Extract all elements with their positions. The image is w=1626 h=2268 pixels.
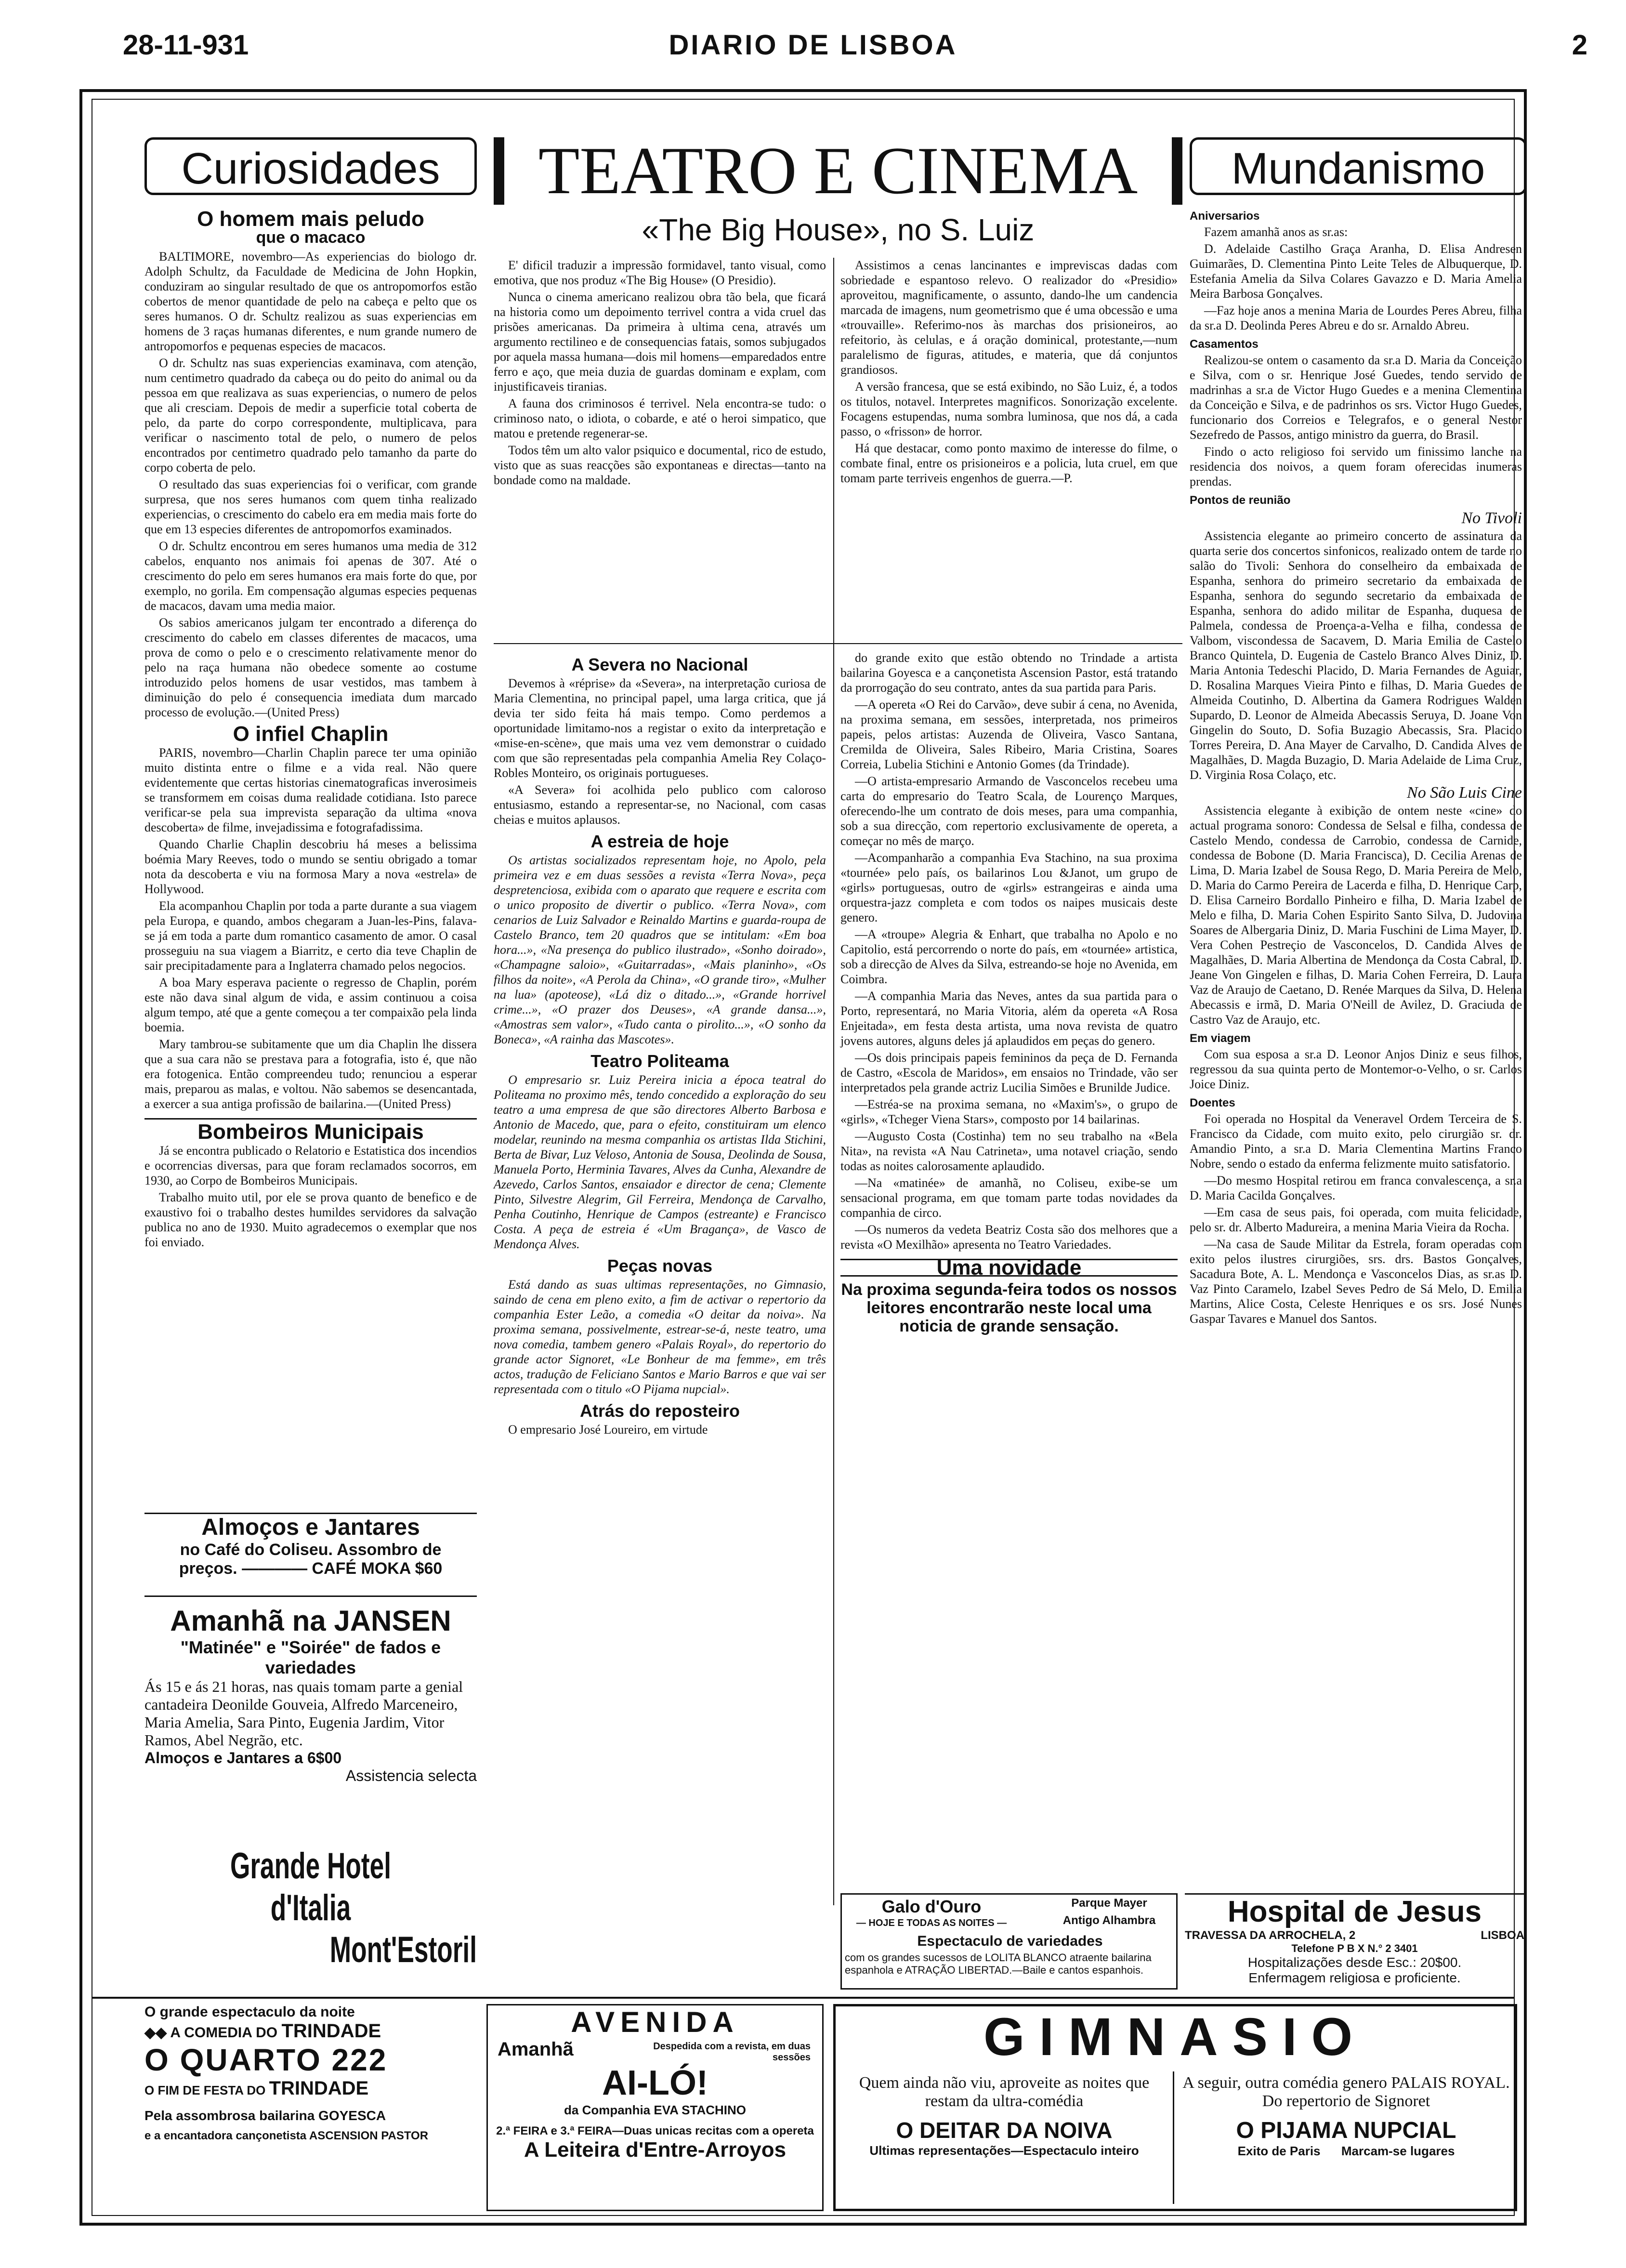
article-paragraph: A fauna dos criminosos é terrivel. Nela encontra-se tudo: o criminoso nato, o idiota, o cobarde, e até o heroi simpatico, que matou e pretende regenerar-se.: [494, 396, 826, 440]
left-column: [144, 205, 477, 1252]
article-paragraph: Quando Charlie Chaplin descobriu há meses a belissima boémia Mary Reeves, todo o mundo se sentiu obrigado a tomar nota da descoberta e viu na formosa Mary a nova «estrela» de Hollywood.: [144, 837, 477, 896]
section-subhead: Aniversarios: [1190, 210, 1260, 223]
article-paragraph: —Na «matinée» de amanhã, no Coliseu, exibe-se um sensacional programa, em que tomam parte todas novidades da companhia de circo.: [840, 1176, 1178, 1220]
ad-line: preços. ———— CAFÉ MOKA $60: [179, 1559, 443, 1578]
article-paragraph: Findo o acto religioso foi servido um finissimo lanche na residencia dos noivos, a quem foram oferecidas inumeras prendas.: [1190, 445, 1522, 488]
article-paragraph: do grande exito que estão obtendo no Trindade a artista bailarina Goyesca e a cançonetista Ascension Pastor, está tratando da prorrogação do seu contrato, antes da sua partida para Paris.: [840, 651, 1178, 695]
rule: [494, 643, 1182, 644]
article-paragraph: —Na casa de Saude Militar da Estrela, foram operadas com exito pelos ilustres cirurgiões, srs. drs. Bastos Gonçalves, Sacadura Bote, A. L. Mendonça e Vasconcelos Dias, as sr.as D. Vaz Pinto Caramelo, Izabel Seves Pedro de Sá Melo, D. Emilia Martins, Alice Costa, Celeste Henriques e os srs. José Nunes Gaspar Tavares e Manuel dos Santos.: [1190, 1237, 1522, 1326]
ad-jansen: [144, 1604, 477, 1835]
ad-line: Pela assombrosa bailarina GOYESCA: [144, 2108, 386, 2123]
ad-line: Hospital de Jesus: [1227, 1895, 1482, 1928]
article-title: Uma novidade: [840, 1259, 1178, 1277]
ad-line: Assistencia selecta: [345, 1767, 477, 1784]
section-curiosidades: Curiosidades: [144, 137, 477, 195]
ad-line: Enfermagem religiosa e proficiente.: [1248, 1970, 1461, 1985]
article-paragraph: Há que destacar, como ponto maximo de interesse do filme, o combate final, entre os prisioneiros e a policia, luta cruel, em que tomam parte terriveis engenhos de guerra.—P.: [840, 441, 1178, 485]
page-number: 2: [1572, 29, 1587, 61]
article-paragraph: Assistencia elegante à exibição de ontem neste «cine» do actual programa sonoro: Condessa de Selsal e filha, condessa de Castelo Mendo, condessa de Carrobio, condessa de Carnide, condessa de Bobone (D. Maria Francisca), D. Cecilia Arenas de Lima, D. Maria Izabel de Sousa Rego, D. Maria Pereira de Melo, D. Maria do Carmo Pereira de Lacerda e filha, D. Henrique Carp, D. Elisa Carneiro Bordallo Pinheiro e filha, D. Maria Izabel de Melo e filha, D. Maria Cohen Espirito Santo Silva, D. Judovina Soares de Albergaria Diniz, D. Maria Fuschini de Lima Mayer, D. Vera Cohen Pestreçio de Vasconcelos, D. Candida Alves de Magalhães, D. Maria Albertina de Mendonça da Costa Cabral, D. Jeane Von Gingelen e filhas, D. Maria Cohen Ferreira, D. Laura Vaz de Araujo de Caetano, D. Renée Marques da Silva, D. Helena Abecassis e irmã, D. Maria O'Neill de Avilez, D. Graciuda de Castro Vaz de Araujo, etc.: [1190, 804, 1522, 1027]
venue-heading: No São Luis Cine: [1407, 784, 1522, 802]
article-paragraph: O empresario José Loureiro, em virtude: [508, 1423, 708, 1437]
article-paragraph: —Do mesmo Hospital retirou em franca convalescença, a sr.a D. Maria Cacilda Gonçalves.: [1190, 1174, 1522, 1202]
column-divider: [833, 258, 834, 1905]
ad-line: O FIM DE FESTA DO: [144, 2083, 266, 2097]
page-header: [96, 29, 1587, 63]
ad-line: TRINDADE: [269, 2078, 369, 2099]
article-paragraph: A versão francesa, que se está exibindo, no São Luiz, é, a todos os titulos, notavel. Interpretes magnificos. Sonorização excelente. Focagens estupendas, numa sombra luminosa, que nos dá, a cada passo, o «frisson» de horror.: [840, 380, 1178, 438]
article-paragraph: —A «troupe» Alegria & Enhart, que trabalha no Apolo e no Capitolio, está percorrendo o norte do país, em «tournée» artistica, sob a direcção de Alves da Silva, estreando-se hoje no Avenida, em Coimbra.: [840, 927, 1178, 986]
notice-text: Na proxima segunda-feira todos os nossos leitores encontrarão neste local uma noticia de grande sensação.: [841, 1280, 1177, 1335]
section-mundanismo: Mundanismo: [1190, 137, 1527, 195]
article-paragraph: —Faz hoje anos a menina Maria de Lourdes Peres Abreu, filha da sr.a D. Deolinda Peres Abreu e do sr. Arnaldo Abreu.: [1190, 303, 1522, 332]
section-subhead: Pontos de reunião: [1190, 494, 1291, 507]
ad-line: Amanhã: [498, 2039, 574, 2060]
ad-line: LISBOA: [1481, 1929, 1524, 1942]
article-title: Bombeiros Municipais: [144, 1118, 477, 1139]
ad-galo-douro: [840, 1893, 1178, 1990]
article-paragraph: O empresario sr. Luiz Pereira inicia a época teatral do Politeama no proximo mês, tendo concedido a exploração do seu teatro a uma empresa de que são directores Alberto Barbosa e Antonio de Macedo, que, para o efeito, constituiram um elenco modelar, reunindo na mesma companhia os artistas Ilda Stichini, Berta de Bivar, Luz Veloso, Antonia de Sousa, Deolinda de Sousa, Manuela Porto, Herminia Tavares, Alves da Cunha, Alexandre de Azevedo, Carlos Santos, ensaiador e director de cena; Clemente Pinto, Silvestre Alegrim, Gil Ferreira, Mendonça de Carvalho, Penha Coutinho, Henrique de Campos (estreante) e Francisco Costa. A peça de estreia é «Um Bragança», de Vasco de Mendonça Alves.: [494, 1073, 826, 1251]
article-paragraph: Nunca o cinema americano realizou obra tão bela, que ficará na historia como um depoimento terrivel contra a vida cruel das prisões americanas. Da primeira à ultima cena, através um argumento rectilineo e de consequencias fatais, somos subjugados por aquela massa humana—dois mil homens—emparedados entre ferro e aço, que meia duzia de guardas dominam e explam, com injustificaveis tiranias.: [494, 290, 826, 394]
ad-line: da Companhia EVA STACHINO: [564, 2103, 746, 2117]
ad-line: Espectaculo de variedades: [917, 1933, 1103, 1949]
ad-line: GIMNASIO: [983, 2007, 1367, 2067]
article-paragraph: Ela acompanhou Chaplin por toda a parte durante a sua viagem pela Europa, e quando, ambos chegaram a Juan-les-Pins, falava-se já em toda a parte dum romantico casamento de amor. O casal prosseguiu na sua viagem a Biarritz, e certo dia teve Chaplin de sair precipitadamente para a Inglaterra chamado pelos negocios.: [144, 899, 477, 973]
article-paragraph: O dr. Schultz nas suas experiencias examinava, com atenção, num centimetro quadrado da cabeça ou do peito do animal ou da pessoa em que realizava as suas experiencias, o numero de pelos que ali cresciam. Depois de medir a superficie total coberta de pelo, da parte do corpo correspondente, multiplicava, para verificar o nascimento total de pelo, o numero de pelos encontrados por centimetro quadrado pelo tamanho da parte do corpo coberta de pelo.: [144, 356, 477, 475]
article-title: «The Big House», no S. Luiz: [642, 212, 1035, 247]
ad-line: AVENIDA: [571, 2006, 739, 2038]
article-paragraph: —Augusto Costa (Costinha) tem no seu trabalho na «Bela Nita», na revista «A Nau Catrineta», uma notavel criação, sendo todas as noites calorosamente aplaudido.: [840, 1129, 1178, 1173]
newspaper-name: DIARIO DE LISBOA: [669, 29, 957, 61]
ad-trindade: [144, 2004, 477, 2211]
ad-line: O DEITAR DA NOIVA: [896, 2118, 1113, 2143]
article-paragraph: —Acompanharão a companhia Eva Stachino, na sua proxima «tournée» pelo país, os bailarinos Lou &Janot, um grupo de «girls» portuguesas, outro de «girls» estrangeiras e ainda uma orquestra-jazz completa e com todos os naipes musicais deste genero.: [840, 851, 1178, 924]
ad-line: Grande Hotel d'Italia: [230, 1846, 392, 1928]
ad-line: com os grandes sucessos de LOLITA BLANCO atraente bailarina espanhola e ATRAÇÃO LIBERTAD.—Baile e cantos espanhois.: [845, 1952, 1152, 1976]
ad-line: TRAVESSA DA ARROCHELA, 2: [1185, 1929, 1356, 1942]
ad-line: Exito de Paris: [1237, 2144, 1321, 2158]
section-subhead: Em viagem: [1190, 1032, 1251, 1045]
ad-line: Ás 15 e ás 21 horas, nas quais tomam parte a genial cantadeira Deonilde Gouveia, Alfredo Marceneiro, Maria Amelia, Sara Pinto, Eugenia Jardim, Vitor Ramos, Abel Negrão, etc.: [144, 1678, 463, 1749]
ad-line: Almoços e Jantares a 6$00: [144, 1749, 342, 1767]
center-right-column: [840, 258, 1178, 488]
article-paragraph: PARIS, novembro—Charlin Chaplin parece ter uma opinião muito distinta entre o filme e a vida real. Não quere evidentemente que certas historias cinematograficas inverosimeis se transformem em coisas duma realidade cotidiana. Isto parece verificar-se pela sua imprevista separação da ultima «nova descoberta» de filme, invejadissima e fotografadissima.: [144, 746, 477, 834]
article-paragraph: Fazem amanhã anos as sr.as:: [1204, 225, 1348, 239]
article-paragraph: D. Adelaide Castilho Graça Aranha, D. Elisa Andresen Guimarães, D. Clementina Pinto Leite Teles de Albuquerque, D. Estefania Amelia da Silva Colares Gavazzo e D. Maria Amelia Meira Barbosa Gonçalves.: [1190, 242, 1522, 301]
article-title: Atrás do reposteiro: [579, 1401, 740, 1421]
article-paragraph: Os sabios americanos julgam ter encontrado a diferença do crescimento do cabelo em classes diferentes de macacos, uma prova de como o pelo e o crescimento relativamente menor do pelo na raça humana não obedece somente ao costume introduzido pelos homens de usar vestidos, mas tambem à diminuição do pelo é consequencia imediata dum marcado processo de evolução.—(United Press): [144, 616, 477, 719]
ad-line: Antigo Alhambra: [1062, 1914, 1156, 1927]
article-paragraph: Foi operada no Hospital da Veneravel Ordem Terceira de S. Francisco da Cidade, com muito exito, pelo cirurgião sr. dr. Amandio Pinto, a sr.a D. Maria Clementina Martins Franco Nobre, sendo o estado da enferma felizmente muito satisfatorio.: [1190, 1112, 1522, 1171]
venue-heading: No Tivoli: [1461, 509, 1522, 527]
article-title: O homem mais peludo: [197, 207, 424, 231]
ad-line: TRINDADE: [281, 2020, 381, 2042]
ad-line: ◆◆ A COMEDIA DO: [144, 2025, 278, 2041]
ad-avenida: [486, 2004, 824, 2211]
section-subhead: Casamentos: [1190, 338, 1259, 351]
ad-line: Telefone P B X N.° 2 3401: [1291, 1942, 1418, 1954]
article-paragraph: BALTIMORE, novembro—As experiencias do biologo dr. Adolph Schultz, da Faculdade de Medicina de John Hopkin, conduziram ao singular resultado de que os antropomorfos estão cobertos de menor quantidade de pelo na cabeça e pelto que os seres humanos. O dr. Schultz realizou as suas experiencias em homens de 3 raças humanas diferentes, e num grande numero de antropomorfos e pequenas especies de macacos.: [144, 250, 477, 353]
section-teatro-cinema: TEATRO E CINEMA: [494, 137, 1182, 205]
article-title: A Severa no Nacional: [571, 655, 748, 674]
article-paragraph: —A companhia Maria das Neves, antes da sua partida para o Porto, representará, no Maria Vitoria, além da opereta «A Rosa Enjeitada», em festa desta artista, uma nova revista de quatro jovens autores, alguns deles já aplaudidos em peças do genero.: [840, 989, 1178, 1048]
rule: [92, 1997, 1515, 1999]
article-paragraph: Trabalho muito util, por ele se prova quanto de benefico e de exaustivo foi o trabalho destes humildes servidores da salvação publica no ano de 1930. Muito agradecemos o exemplar que nos foi enviado.: [144, 1190, 477, 1249]
article-paragraph: Já se encontra publicado o Relatorio e Estatistica dos incendios e ocorrencias diversas, para que foram reclamados socorros, em 1930, ao Corpo de Bombeiros Municipais.: [144, 1144, 477, 1187]
article-paragraph: O dr. Schultz encontrou em seres humanos uma media de 312 cabelos, enquanto nos animais foi apenas de 307. Até o crescimento do pelo em seres humanos era mais forte do que, por exemplo, no gorila. Em compensação algumas especies pequenas de macacos, davam uma media maior.: [144, 539, 477, 613]
ad-line: "Matinée" e "Soirée" de fados e variedades: [180, 1637, 441, 1677]
ad-line: no Café do Coliseu. Assombro de: [180, 1541, 442, 1559]
ad-hospital-jesus: [1185, 1893, 1524, 1990]
article-paragraph: E' dificil traduzir a impressão formidavel, tanto visual, como emotiva, que nos produz «The Big House» (O Presidio).: [494, 258, 826, 287]
ad-line: Ultimas representações—Espectaculo inteiro: [869, 2143, 1139, 2158]
article-paragraph: —O artista-empresario Armando de Vasconcelos recebeu uma carta do empresario do Teatro Scala, de Lourenço Marques, oferecendo-lhe um contrato de dois meses, para uma companhia, sob a sua direcção, com repertorio exclusivamente de opereta, a começar no mês de março.: [840, 774, 1178, 848]
issue-date: 28-11-931: [123, 29, 249, 61]
article-paragraph: —Os dois principais papeis femininos da peça de D. Fernanda de Castro, «Escola de Maridos», em ensaios no Trindade, vão ser interpretados pela grande actriz Lucilia Simões e Brunilde Judice.: [840, 1051, 1178, 1094]
right-column: [1190, 205, 1522, 1328]
ad-line: — HOJE E TODAS AS NOITES —: [856, 1918, 1007, 1928]
article-paragraph: —A opereta «O Rei do Carvão», deve subir á cena, no Avenida, na proxima semana, em sessões, interpretada, nos primeiros papeis, pelos artistas: Auzenda de Oliveira, Vasco Santana, Cremilda de Oliveira, Sales Ribeiro, Maria Cristina, Soares Correia, Lubelia Stichini e Antonio Gomes (da Trindade).: [840, 698, 1178, 771]
article-title: O infiel Chaplin: [233, 722, 389, 746]
ad-line: e a encantadora cançonetista ASCENSION PASTOR: [144, 2129, 429, 2142]
article-paragraph: —Estréa-se na proxima semana, no «Maxim's», o grupo de «girls», «Tcheger Viena Stars», composto por 14 bailarinas.: [840, 1097, 1178, 1126]
article-title: Peças novas: [607, 1256, 713, 1276]
ad-hotel-italia: [144, 1845, 477, 1970]
article-paragraph: Assistimos a cenas lancinantes e impreviscas dadas com sobriedade e espantoso relevo. O realizador do «Presidio» aproveitou, magnificamente, o assunto, dando-lhe um candencia marcada de imagens, num geometrismo que é uma obcessão e uma «trouvaille». Referimo-nos às marchas dos prisioneiros, ao refeitorio, às celulas, e á oração dominical, protestante,—num paralelismo de figuras, atitudes, e materia, que dá conjuntos grandiosos.: [840, 258, 1178, 377]
ad-line: A seguir, outra comédia genero PALAIS ROYAL. Do repertorio de Signoret: [1182, 2074, 1510, 2110]
article-paragraph: —Os numeros da vedeta Beatriz Costa são dos melhores que a revista «O Mexilhão» apresenta no Teatro Variedades.: [840, 1223, 1178, 1252]
article-paragraph: Todos têm um alto valor psiquico e documental, rico de estudo, visto que as suas reacções são expontaneas e directas—tanto na bondade como na maldade.: [494, 443, 826, 487]
article-paragraph: O resultado das suas experiencias foi o verificar, com grande surpresa, que nos seres humanos com quem tinha realizado experiencias, o crescimento do cabelo era em media mais forte do que em 13 especies diferentes de antropomorfos examinados.: [144, 477, 477, 536]
article-paragraph: «A Severa» foi acolhida pelo publico com caloroso entusiasmo, estando a representar-se, no Nacional, com casas cheias e muitos aplausos.: [494, 783, 826, 827]
ad-gimnasio: [833, 2004, 1517, 2211]
ad-line: AI-LÓ!: [602, 2064, 708, 2102]
article-paragraph: Mary tambrou-se subitamente que um dia Chaplin lhe dissera que a sua cara não se prestava para a fotografia, isto é, que não era fotogenica. Então compreendeu tudo; renunciou a esperar mais, preparou as malas, e voltou. Não sabemos se desencantada, a exercer a sua antiga profissão de bailarina.—(United Press): [144, 1037, 477, 1111]
article-paragraph: Com sua esposa a sr.a D. Leonor Anjos Diniz e seus filhos, regressou da sua quinta perto de Montemor-o-Velho, o sr. Carlos Joice Diniz.: [1190, 1047, 1522, 1091]
ad-line: Hospitalizações desde Esc.: 20$00.: [1247, 1955, 1462, 1970]
ad-line: Almoços e Jantares: [201, 1515, 420, 1540]
ad-line: Despedida com a revista, em duas sessões: [653, 2041, 811, 2063]
ad-line: O grande espectaculo da noite: [144, 2004, 355, 2020]
center-left-column: [494, 258, 826, 489]
article-subtitle: que o macaco: [256, 228, 366, 247]
article-paragraph: Está dando as suas ultimas representações, no Gimnasio, saindo de cena em pleno exito, a fim de activar o repertorio da companhia Ester Leão, a comedia «O deitar da noiva». Na proxima semana, possivelmente, estrear-se-á, neste teatro, uma nova comedia, tambem genero «Palais Royal», do repertorio do grande actor Signoret, «Le Bonheur de ma femme», em três actos, tradução de Feliciano Santos e Mario Barros e que vai ser representada com o titulo «O Pijama nupcial».: [494, 1278, 826, 1396]
center-right-column-2: [840, 650, 1178, 1335]
ad-line: Mont'Estoril: [329, 1929, 477, 1970]
ad-line: O QUARTO 222: [144, 2043, 388, 2077]
ad-line: Galo d'Ouro: [881, 1897, 982, 1916]
article-paragraph: A boa Mary esperava paciente o regresso de Chaplin, porém este não dava sinal algum de vida, e assim continuou a coisa algum tempo, até que a gente começou a ter compaixão pela linda boemia.: [144, 976, 477, 1034]
article-paragraph: Devemos à «réprise» da «Severa», na interpretação curiosa de Maria Clementina, no principal papel, uma larga critica, que já devia ter sido feita há mais tempo. Como perdemos a oportunidade limitamo-nos a registar o exito da interpretação e «mise-en-scène», que mais uma vez vem demonstrar o cuidado com que são representadas pela companhia Amelia Rey Colaço-Robles Monteiro, os originais portugueses.: [494, 676, 826, 780]
section-subhead: Doentes: [1190, 1096, 1235, 1109]
article-paragraph: Assistencia elegante ao primeiro concerto de assinatura da quarta serie dos concertos sinfonicos, realizado ontem de tarde no salão do Tivoli: Senhora do conselheiro da embaixada de Espanha, senhora do primeiro secretario da embaixada de Espanha, senhora do segundo secretario da embaixada de Espanha, senhora do adido militar de Espanha, duquesa de Palmela, condessa de Proença-a-Velha e filha, condessa de Valbom, viscondessa de Sacavem, D. Maria Emilia de Castelo Branco Quintela, D. Eugenia de Castelo Branco Alves Diniz, D. Maria Antonia Tedeschi Placido, D. Maria Fernandes de Aguiar, D. Rosalina Marques Vieira Pinto e filhas, D. Maria Guedes de Almeida Coutinho, D. Albertina da Gamera Rodrigues Walden Supardo, D. Leonor de Almeida Abecassis Seruya, D. Joane Von Gingelin do Souto, D. Sofia Buzagio Abecassis, Sra. Placido Torres Pereira, D. Ana Mayer de Carvalho, D. Candida Alves de Magalhães, D. Magda Buzagio, D. Maria Adelaide de Lima Cruz, D. Virginia Rosa Colaço, etc.: [1190, 529, 1522, 782]
ad-line: O PIJAMA NUPCIAL: [1236, 2118, 1456, 2143]
ad-line: Quem ainda não viu, aproveite as noites que restam da ultra-comédia: [859, 2074, 1150, 2110]
article-paragraph: —Em casa de seus pais, foi operada, com muita felicidade, pelo sr. dr. Alberto Madureira, a menina Maria Vieira da Rocha.: [1190, 1205, 1522, 1234]
ad-line: Parque Mayer: [1071, 1897, 1147, 1910]
ad-line: A Leiteira d'Entre-Arroyos: [524, 2138, 787, 2162]
ad-almocos: [144, 1513, 477, 1597]
article-paragraph: Realizou-se ontem o casamento da sr.a D. Maria da Conceição e Silva, com o sr. Henrique José Guedes, tendo servido de madrinhas a sr.a de Victor Hugo Guedes e a menina Clementina da Conceição e Silva, e de padrinhos os srs. Victor Hugo Guedes, funcionario dos Correios e Telegrafos, e o general Nestor Sezefredo de Passos, antigo ministro da guerra, do Brasil.: [1190, 353, 1522, 442]
article-title: Teatro Politeama: [590, 1051, 729, 1071]
ad-line: 2.ª FEIRA e 3.ª FEIRA—Duas unicas recitas com a opereta: [496, 2124, 814, 2137]
center-left-column-2: [494, 650, 826, 1439]
article-title: A estreia de hoje: [590, 831, 729, 851]
ad-line: Marcam-se lugares: [1341, 2144, 1455, 2158]
article-paragraph: Os artistas socializados representam hoje, no Apolo, pela primeira vez e em duas sessões a revista «Terra Nova», peça despretenciosa, exibida com o aparato que requere e escrita com o unico proposito de divertir o publico. «Terra Nova», com cenarios de Luiz Salvador e Reinaldo Martins e guarda-roupa de Castelo Branco, tem 20 quadros que se intitulam: «Em boa hora...», «Na presença do publico ilustrado», «Sonho doirado», «Champagne saloio», «Guitarradas», «Mais planinho», «Os filhos da noite», «A Perola da China», «O grande tiro», «Mulher na lua» (apoteose), «Lá diz o ditado...», «Grande horrivel crime...», «O prazer dos Deuses», «A grande dansa...», «Amostras sem valor», «Tudo canta o pirolito...», «O sonho da Boneca», «A rainha das Mascotes».: [494, 853, 826, 1046]
ad-line: Amanhã na JANSEN: [170, 1605, 451, 1637]
